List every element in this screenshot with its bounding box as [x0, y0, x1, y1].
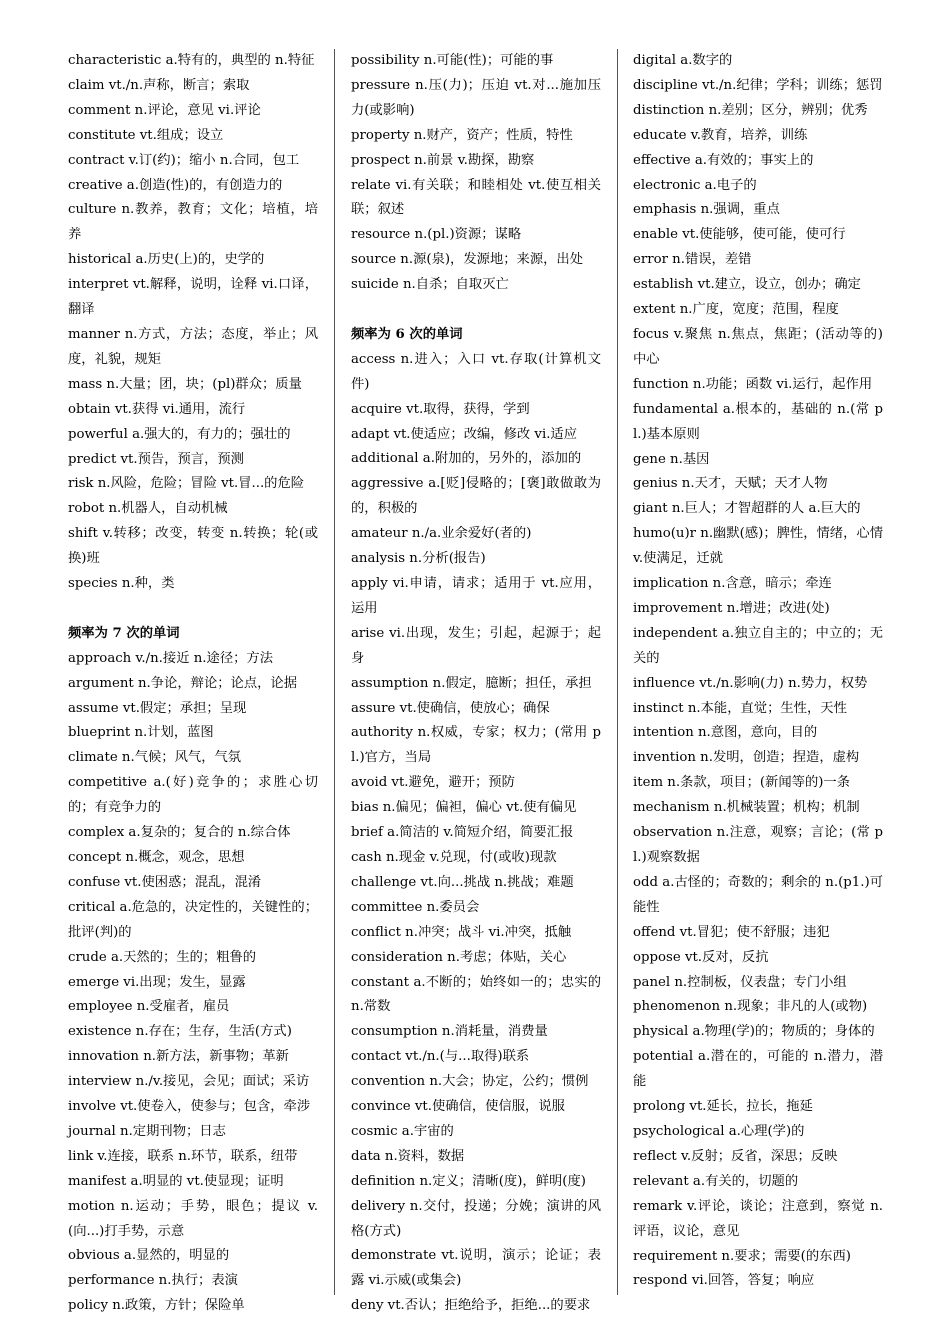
vocab-entry: employee n.受雇者，雇员: [68, 999, 230, 1015]
vocab-entry: emerge vi.出现；发生，显露: [68, 974, 246, 990]
vocab-entry: species n.种，类: [68, 576, 175, 592]
vocab-entry: blueprint n.计划，蓝图: [68, 725, 214, 741]
vocab-entry: contact vt./n.(与...取得)联系: [351, 1049, 530, 1065]
vocab-entry: electronic a.电子的: [633, 177, 757, 193]
vocab-entry: emphasis n.强调，重点: [633, 202, 780, 218]
vocab-entry: manner n.方式，方法；态度，举止；风度，礼貌，规矩: [68, 326, 318, 367]
vocab-entry: mechanism n.机械装置；机构；机制: [633, 800, 860, 816]
vocab-entry: conflict n.冲突；战斗 vi.冲突，抵触: [351, 924, 572, 940]
vocab-entry: data n.资料，数据: [351, 1148, 465, 1164]
vocab-entry: performance n.执行；表演: [68, 1273, 238, 1289]
vocab-entry: culture n.教养，教育；文化；培植，培养: [68, 202, 318, 243]
vocab-entry: error n.错误，差错: [633, 252, 752, 268]
vocab-entry: additional a.附加的，另外的，添加的: [351, 451, 582, 467]
vocab-entry: digital a.数字的: [633, 53, 733, 68]
vocab-entry: odd a.古怪的；奇数的；剩余的 n.(p1.)可能性: [633, 874, 883, 915]
vocab-entry: predict vt.预告，预言，预测: [68, 451, 244, 467]
vocab-entry: innovation n.新方法，新事物；革新: [68, 1049, 289, 1065]
vocab-entry: independent a.独立自主的；中立的；无关的: [633, 625, 883, 666]
vocab-entry: crude a.天然的；生的；粗鲁的: [68, 949, 257, 965]
vocab-entry: physical a.物理(学)的；物质的；身体的: [633, 1024, 875, 1040]
vocab-entry: property n.财产，资产；性质，特性: [351, 127, 573, 143]
section-heading: 频率为 6 次的单词: [351, 326, 463, 342]
vocab-entry: avoid vt.避免，避开；预防: [351, 775, 515, 791]
vocab-entry: access n.进入；入口 vt.存取(计算机文件): [351, 351, 601, 392]
vocab-entry: apply vi.申请，请求；适用于 vt.应用，运用: [351, 576, 601, 616]
vocab-entry: deny vt.否认；拒绝给予，拒绝...的要求: [351, 1298, 591, 1314]
vocab-entry: bias n.偏见；偏袒，偏心 vt.使有偏见: [351, 800, 577, 816]
column-1: [68, 49, 318, 1319]
vocab-entry: prolong vt.延长，拉长，拖延: [633, 1099, 813, 1115]
vocab-entry: aggressive a.[贬]侵略的；[褒]敢做敢为的，积极的: [351, 476, 601, 517]
vocab-entry: powerful a.强大的，有力的；强壮的: [68, 426, 291, 442]
vocab-entry: brief a.简洁的 v.简短介绍，简要汇报: [351, 825, 574, 841]
vocab-entry: demonstrate vt.说明，演示；论证；表露 vi.示威(或集会): [351, 1248, 601, 1289]
vocab-entry: influence vt./n.影响(力) n.势力，权势: [633, 675, 868, 691]
vocab-entry: arise vi.出现，发生；引起，起源于；起身: [351, 625, 601, 666]
vocab-entry: constitute vt.组成；设立: [68, 127, 224, 143]
vocab-entry: enable vt.使能够，使可能，使可行: [633, 227, 846, 243]
vocab-entry: delivery n.交付，投递；分娩；演讲的风格(方式): [351, 1198, 601, 1239]
vocab-entry: phenomenon n.现象；非凡的人(或物): [633, 999, 868, 1015]
vocab-entry: authority n.权威，专家；权力；(常用 pl.)官方，当局: [351, 725, 601, 766]
vocab-entry: interpret vt.解释，说明，诠释 vi.口译，翻译: [68, 277, 318, 318]
vocab-entry: giant n.巨人；才智超群的人 a.巨大的: [633, 501, 861, 517]
vocab-entry: contract v.订(约)；缩小 n.合同，包工: [68, 152, 300, 168]
vocab-entry: convince vt.使确信，使信服，说服: [351, 1099, 565, 1115]
vocab-entry: confuse vt.使困惑；混乱，混淆: [68, 874, 262, 890]
vocab-entry: interview n./v.接见，会见；面试；采访: [68, 1074, 310, 1090]
column-divider: [617, 49, 618, 1295]
vocab-entry: item n.条款，项目；(新闻等的)一条: [633, 775, 851, 791]
vocab-entry: genius n.天才，天赋；天才人物: [633, 476, 828, 492]
vocab-entry: extent n.广度，宽度；范围，程度: [633, 302, 839, 318]
vocab-entry: acquire vt.取得，获得，学到: [351, 401, 530, 417]
vocab-entry: resource n.(pl.)资源；谋略: [351, 227, 522, 243]
vocab-entry: complex a.复杂的；复合的 n.综合体: [68, 825, 291, 841]
vocab-entry: comment n.评论，意见 vi.评论: [68, 102, 261, 118]
vocab-entry: shift v.转移；改变，转变 n.转换；轮(或换)班: [68, 526, 318, 567]
vocab-entry: argument n.争论，辩论；论点，论据: [68, 675, 298, 691]
vocab-entry: existence n.存在；生存，生活(方式): [68, 1024, 292, 1040]
vocab-entry: historical a.历史(上)的，史学的: [68, 252, 265, 268]
vocab-entry: motion n.运动；手势，眼色；提议 v.(向...)打手势，示意: [68, 1198, 318, 1239]
vocab-entry: humo(u)r n.幽默(感)；脾性，情绪，心情 v.使满足，迁就: [633, 526, 883, 567]
vocab-entry: obtain vt.获得 vi.通用，流行: [68, 401, 246, 417]
vocab-entry: instinct n.本能，直觉；生性，天性: [633, 700, 847, 716]
spacer: [351, 298, 601, 323]
vocab-entry: convention n.大会；协定，公约；惯例: [351, 1074, 589, 1090]
vocab-entry: link v.连接，联系 n.环节，联系，纽带: [68, 1148, 298, 1164]
vocab-entry: suicide n.自杀；自取灭亡: [351, 277, 509, 293]
vocab-entry: distinction n.差别；区分，辨别；优秀: [633, 102, 868, 118]
vocab-entry: improvement n.增进；改进(处): [633, 600, 830, 616]
vocab-entry: psychological a.心理(学)的: [633, 1123, 805, 1139]
column-2: [351, 49, 601, 1319]
column-3: [633, 49, 883, 1294]
vocab-entry: robot n.机器人，自动机械: [68, 501, 228, 517]
vocab-entry: effective a.有效的；事实上的: [633, 152, 814, 168]
vocab-entry: oppose vt.反对，反抗: [633, 949, 769, 965]
vocab-entry: cosmic a.宇宙的: [351, 1123, 454, 1139]
vocab-entry: potential a.潜在的，可能的 n.潜力，潜能: [633, 1049, 883, 1090]
vocab-entry: concept n.概念，观念，思想: [68, 849, 245, 865]
vocab-entry: remark v.评论，谈论；注意到，察觉 n.评语，议论，意见: [633, 1198, 883, 1239]
vocab-entry: requirement n.要求；需要(的东西): [633, 1248, 851, 1264]
vocab-entry: possibility n.可能(性)；可能的事: [351, 53, 554, 68]
vocab-entry: fundamental a.根本的，基础的 n.(常 pl.)基本原则: [633, 401, 883, 442]
vocab-entry: offend vt.冒犯；使不舒服；违犯: [633, 924, 830, 940]
vocab-entry: assume vt.假定；承担；呈现: [68, 700, 247, 716]
vocab-entry: respond vi.回答，答复；响应: [633, 1273, 815, 1289]
spacer: [68, 597, 318, 622]
vocab-entry: observation n.注意，观察；言论；(常 pl.)观察数据: [633, 825, 883, 865]
vocab-entry: involve vt.使卷入，使参与；包含，牵涉: [68, 1099, 311, 1115]
vocab-entry: definition n.定义；清晰(度)，鲜明(度): [351, 1173, 586, 1189]
vocab-entry: focus v.聚焦 n.焦点，焦距；(活动等的)中心: [633, 326, 883, 367]
vocab-entry: adapt vt.使适应；改编，修改 vi.适应: [351, 426, 578, 442]
vocab-entry: pressure n.压(力)；压迫 vt.对...施加压力(或影响): [351, 77, 601, 118]
vocab-entry: invention n.发明，创造；捏造，虚构: [633, 750, 860, 766]
vocab-entry: amateur n./a.业余爱好(者的): [351, 526, 532, 542]
vocab-entry: relate vi.有关联；和睦相处 vt.使互相关联；叙述: [351, 177, 601, 218]
vocab-entry: constant a.不断的；始终如一的；忠实的 n.常数: [351, 974, 601, 1015]
vocab-entry: analysis n.分析(报告): [351, 551, 486, 567]
vocab-entry: approach v./n.接近 n.途径；方法: [68, 650, 274, 666]
vocab-entry: policy n.政策，方针；保险单: [68, 1298, 245, 1314]
vocab-entry: challenge vt.向...挑战 n.挑战；难题: [351, 874, 574, 890]
vocab-entry: educate v.教育，培养，训练: [633, 127, 808, 143]
vocab-entry: critical a.危急的，决定性的，关键性的；批评(判)的: [68, 899, 318, 940]
vocab-entry: assure vt.使确信，使放心；确保: [351, 700, 550, 716]
vocab-entry: assumption n.假定，臆断；担任，承担: [351, 675, 592, 691]
vocab-entry: function n.功能；函数 vi.运行，起作用: [633, 376, 873, 392]
vocab-entry: intention n.意图，意向，目的: [633, 725, 818, 741]
vocab-entry: relevant a.有关的，切题的: [633, 1173, 799, 1189]
vocab-entry: gene n.基因: [633, 451, 710, 467]
vocab-entry: establish vt.建立，设立，创办；确定: [633, 277, 861, 293]
vocab-entry: manifest a.明显的 vt.使显现；证明: [68, 1173, 284, 1189]
vocab-entry: reflect v.反射；反省，深思；反映: [633, 1148, 838, 1164]
vocab-entry: characteristic a.特有的，典型的 n.特征: [68, 53, 315, 68]
vocab-entry: panel n.控制板，仪表盘；专门小组: [633, 974, 847, 990]
vocab-entry: mass n.大量；团，块；(pl)群众；质量: [68, 376, 302, 392]
column-divider: [334, 49, 335, 1295]
vocab-entry: creative a.创造(性)的，有创造力的: [68, 177, 283, 193]
vocab-entry: source n.源(泉)，发源地；来源，出处: [351, 252, 584, 268]
vocab-entry: claim vt./n.声称，断言；索取: [68, 77, 250, 93]
vocab-entry: implication n.含意，暗示；牵连: [633, 576, 832, 592]
vocab-entry: consideration n.考虑；体贴，关心: [351, 949, 567, 965]
vocab-entry: committee n.委员会: [351, 899, 480, 915]
vocab-entry: consumption n.消耗量，消费量: [351, 1024, 548, 1040]
vocab-entry: climate n.气候；风气，气氛: [68, 750, 242, 766]
vocab-entry: journal n.定期刊物；日志: [68, 1123, 226, 1139]
vocab-entry: discipline vt./n.纪律；学科；训练；惩罚: [633, 77, 883, 93]
vocab-entry: competitive a.(好)竞争的；求胜心切的；有竞争力的: [68, 775, 318, 816]
vocab-entry: obvious a.显然的，明显的: [68, 1248, 230, 1264]
section-heading: 频率为 7 次的单词: [68, 625, 180, 641]
vocab-entry: prospect n.前景 v.勘探，勘察: [351, 152, 535, 168]
vocab-entry: cash n.现金 v.兑现，付(或收)现款: [351, 849, 557, 865]
vocab-entry: risk n.风险，危险；冒险 vt.冒...的危险: [68, 476, 305, 492]
